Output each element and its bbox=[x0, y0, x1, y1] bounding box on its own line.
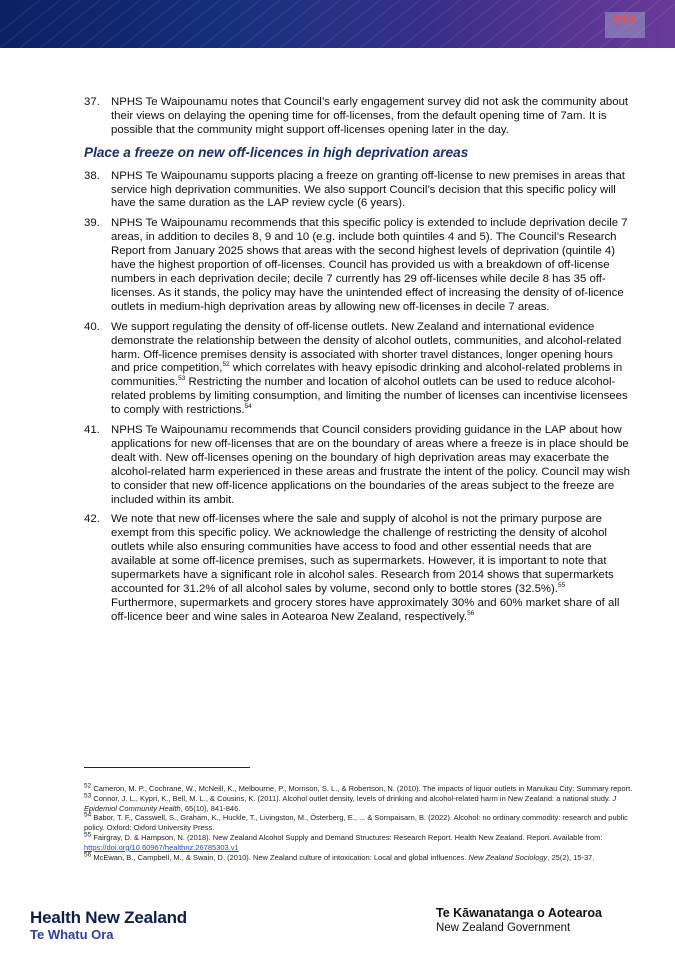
footnote-52 bbox=[84, 784, 634, 794]
footnote-56 bbox=[84, 853, 634, 863]
paragraph-39 bbox=[84, 217, 632, 314]
footnote-ref[interactable]: 52 bbox=[222, 361, 230, 369]
paragraph-number: 41. bbox=[84, 424, 100, 437]
footnote-text: Cameron, M. P., Cochrane, W., McNeill, K., Melbourne, P., Morrison, S. L., & Robertson, N. (2010). The impacts of liquor outlets in Manukau City: Summary report. bbox=[93, 784, 633, 793]
paragraph-text: We note that new off-licenses where the sale and supply of alcohol is not the primary purpose are exempt from this specific policy. We acknowledge the challenge of restricting the density of alcohol outlets while also ensuring communities have access to food and other essential needs that are available at some off-licence premises, such as supermarkets. However, it is important to note that supermarkets have a significant role in alcohol sales. Research from 2014 shows that supermarkets accounted for 31.2% of all alcohol sales by volume, second only to bottle stores (32.5%). bbox=[111, 513, 614, 595]
paragraph-number: 37. bbox=[84, 96, 100, 108]
paragraph-number: 38. bbox=[84, 169, 100, 182]
paragraph-41 bbox=[84, 424, 632, 507]
footnote-text: Connor, J. L., Kypri, K., Bell, M. L., & Cousins, K. (2011). Alcohol outlet density, levels of drinking and alcohol-related harm in New Zealand: a national study. bbox=[93, 793, 613, 803]
paragraph-text: NPHS Te Waipounamu supports placing a freeze on granting off-license to new premises in areas that service high deprivation communities. We also support Council’s decision that this specific policy will have the same duration as the LAP review cycle (6 years). bbox=[111, 169, 625, 210]
footnote-ref[interactable]: 56 bbox=[467, 610, 475, 618]
footnote-ref[interactable]: 55 bbox=[558, 582, 566, 590]
paragraph-text: NPHS Te Waipounamu recommends that Council considers providing guidance in the LAP about how applications for new off-licenses that are on the boundary of areas where a freeze is in place should be dealt with. New off-licenses opening on the boundary of high deprivation areas may exacerbate the alcohol-related harm experienced in these areas and frustrate the intent of the policy. Council may wish to consider that new off-licence applications on the boundaries of the areas subject to the freeze are included within its ambit. bbox=[111, 424, 630, 506]
paragraph-37 bbox=[84, 96, 632, 138]
footnote-text: Fairgray, D. & Hampson, N. (2018). New Zealand Alcohol Supply and Demand Structures: Research Report. Health New Zealand. Report. Available from: bbox=[93, 832, 603, 842]
footnote-text: , 25(2), 15-37. bbox=[547, 852, 595, 862]
footnote-55 bbox=[84, 833, 634, 853]
paragraph-text: NPHS Te Waipounamu notes that Council’s early engagement survey did not ask the community about their views on delaying the opening time for off-licenses, from the default opening time of 7am. It is possible that the community might support off-licenses opening later in the day. bbox=[111, 96, 629, 136]
footnote-number: 56 bbox=[84, 851, 92, 859]
footnote-number: 52 bbox=[84, 782, 92, 790]
header-banner bbox=[0, 0, 675, 48]
health-nz-wordmark: Health New Zealand bbox=[30, 908, 187, 927]
paragraph-38 bbox=[84, 170, 632, 212]
paragraph-text: We support regulating the density of off-license outlets. New Zealand and international evidence demonstrate the relationship between the density of alcohol outlets, communities, and alcohol-related harm. Off-licence premises density is associated with shorter travel distances, longer opening hours and price competition, bbox=[111, 320, 622, 375]
paragraph-40 bbox=[84, 321, 632, 418]
footnote-54 bbox=[84, 813, 634, 833]
paragraph-number: 40. bbox=[84, 320, 100, 333]
paragraph-text: Furthermore, supermarkets and grocery stores have approximately 30% and 60% market share of all off-licence beer and wine sales in Aotearoa New Zealand, respectively. bbox=[111, 596, 620, 623]
banner-pattern bbox=[0, 0, 675, 48]
doi-link[interactable]: https://doi.org/10.60967/healthnz.26785303.v1 bbox=[84, 842, 239, 852]
te-whatu-ora-wordmark: Te Whatu Ora bbox=[30, 927, 114, 942]
health-nz-logo bbox=[30, 908, 187, 942]
paragraph-number: 39. bbox=[84, 217, 100, 230]
footnote-number: 54 bbox=[84, 811, 92, 819]
footnote-ref[interactable]: 53 bbox=[178, 375, 186, 383]
paragraph-42 bbox=[84, 513, 632, 624]
footnote-text: McEwan, B., Campbell, M., & Swain, D. (2010). New Zealand culture of intoxication: Local and global influences. bbox=[93, 852, 469, 862]
footnote-ref[interactable]: 54 bbox=[244, 403, 252, 411]
section-heading: Place a freeze on new off-licences in high deprivation areas bbox=[84, 144, 469, 160]
nz-government-logo bbox=[436, 906, 602, 936]
nz-government-wordmark: New Zealand Government bbox=[435, 922, 571, 934]
footnote-number: 53 bbox=[84, 792, 92, 800]
paragraph-text: NPHS Te Waipounamu recommends that this specific policy is extended to include deprivation decile 7 areas, in addition to deciles 8, 9 and 10 (e.g. include both quintiles 4 and 5). The Council’s Research Report from January 2025 shows that areas with the second highest levels of deprivation (quintile 4) have the highest proportion of off-licenses. Council has provided us with a breakdown of off-license numbers in each deprivation decile; decile 7 currently has 29 off-licenses while decile 8 has 35 off-licenses. As it stands, the policy may have the unintended effect of increasing the density of of-licence outlets in medium-high deprivation areas by allowing new off-licenses in decile 7 areas. bbox=[111, 217, 628, 313]
document-body bbox=[84, 96, 632, 631]
te-kawanatanga-wordmark: Te Kāwanatanga o Aotearoa bbox=[435, 906, 602, 920]
paragraph-text: which correlates with heavy episodic drinking and alcohol-related problems in communities. bbox=[111, 362, 623, 389]
footnote-text: Babor, T. F., Casswell, S., Graham, K., Huckle, T., Livingston, M., Österberg, E., ... & Sornpaisarn, B. (2022). Alcohol: no ordinary commodity: research and public policy. Oxford: Oxford University Press. bbox=[84, 813, 628, 833]
journal-title: J Epidemiol Community Health bbox=[84, 793, 617, 813]
page-number: 411 bbox=[605, 12, 645, 38]
paragraph-number: 42. bbox=[84, 513, 100, 526]
footnote-text: , 65(10), 841-846. bbox=[180, 803, 241, 813]
paragraph-text: Restricting the number and location of alcohol outlets can be used to reduce alcohol-related problems by limiting consumption, and limiting the number of licenses can incentivise licensees to comply with restrictions. bbox=[111, 376, 628, 417]
journal-title: New Zealand Sociology bbox=[468, 852, 548, 862]
footnote-number: 55 bbox=[84, 831, 92, 839]
footnotes bbox=[84, 784, 634, 862]
footnote-53 bbox=[84, 794, 634, 814]
footnote-divider bbox=[84, 767, 250, 768]
